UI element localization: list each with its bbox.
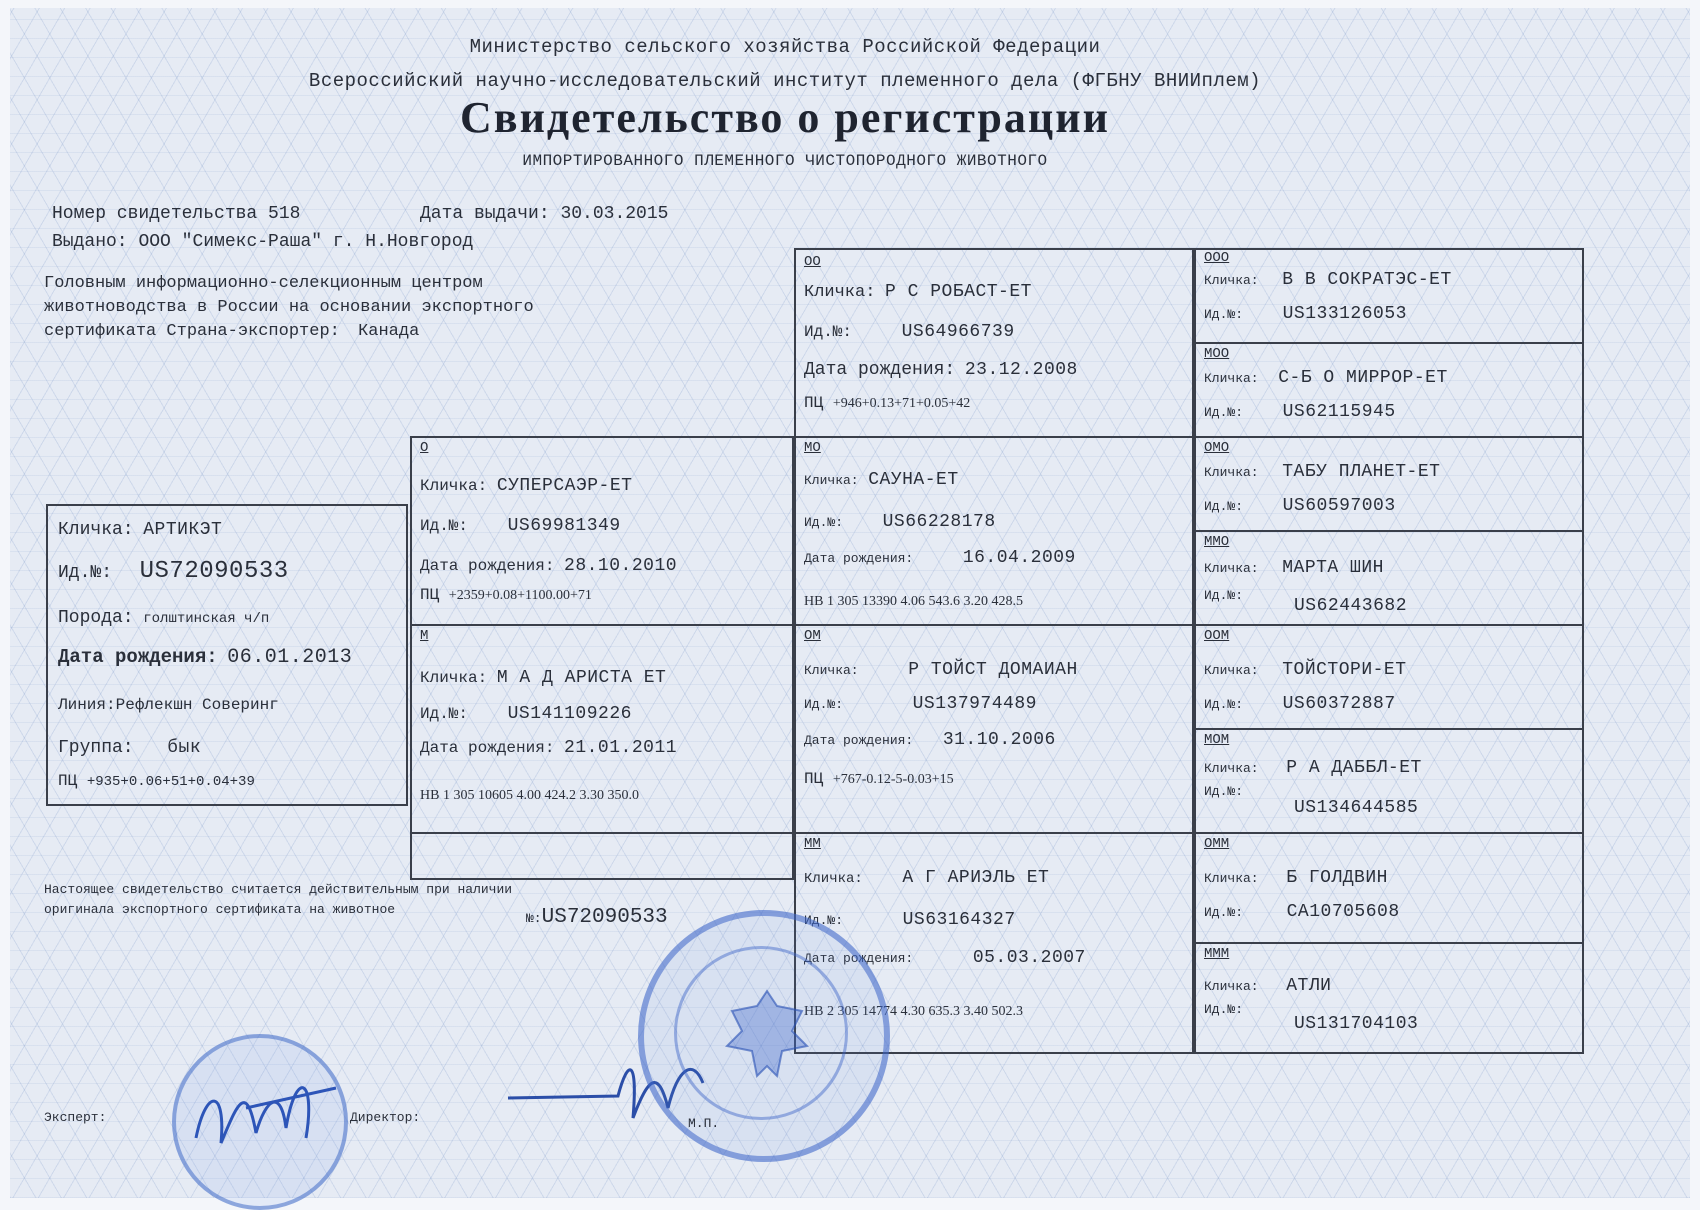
issued-to-row	[52, 232, 473, 252]
cell-code: МО	[804, 440, 821, 456]
pedigree-cell-m	[410, 624, 794, 832]
expert-label: Эксперт:	[44, 1110, 107, 1125]
birth-label: Дата рождения:	[804, 360, 956, 380]
dam-name: М А Д АРИСТА ЕТ	[496, 668, 667, 688]
mm-id: US63164327	[902, 910, 1016, 930]
id-label: Ид.№:	[1204, 905, 1244, 920]
id-label: Ид.№:	[804, 515, 844, 530]
pedigree-cell-mom	[1194, 728, 1584, 832]
issue-date-row	[420, 204, 668, 224]
mmm-id: US131704103	[1294, 1014, 1419, 1034]
mo-hb: НВ 1 305 13390 4.06 543.6 3.20 428.5	[804, 594, 1023, 609]
om-name: Р ТОЙСТ ДОМАИАН	[908, 660, 1078, 680]
omm-id: CA10705608	[1286, 902, 1400, 922]
ministry-heading: Министерство сельского хозяйства Российской Федерации	[469, 36, 1101, 58]
pedigree-cell-omm	[1194, 832, 1584, 942]
name-label: Кличка:	[1204, 371, 1259, 386]
birth-label: Дата рождения:	[804, 551, 914, 566]
animal-number-label: №:	[526, 911, 542, 926]
issue-date-label: Дата выдачи:	[420, 204, 550, 224]
mmm-name: АТЛИ	[1286, 976, 1332, 996]
issued-to: ООО "Симекс-Раша" г. Н.Новгород	[138, 232, 474, 252]
birth-label: Дата рождения:	[804, 951, 914, 966]
animal-breed: голштинская ч/п	[143, 611, 270, 627]
director-label: Директор:	[350, 1110, 421, 1125]
omo-id: US60597003	[1282, 496, 1396, 516]
eagle-emblem-icon	[722, 986, 812, 1086]
om-birth: 31.10.2006	[942, 730, 1056, 750]
cell-code: ОММ	[1204, 836, 1230, 852]
expert-signature	[186, 1048, 346, 1168]
validity-line-1: Настоящее свидетельство считается действительным при наличии	[44, 882, 513, 897]
cell-code: ОМО	[1204, 440, 1230, 456]
mmo-id: US62443682	[1294, 596, 1408, 616]
id-label: Ид.№:	[1204, 307, 1244, 322]
mm-birth: 05.03.2007	[972, 948, 1086, 968]
id-label: Ид.№:	[1204, 697, 1244, 712]
cell-code: МММ	[1204, 946, 1230, 962]
birth-label: Дата рождения:	[804, 733, 914, 748]
animal-box	[46, 504, 408, 806]
sire-id: US69981349	[507, 516, 621, 536]
name-label: Кличка:	[1204, 979, 1259, 994]
mmo-name: МАРТА ШИН	[1282, 558, 1384, 578]
document-title: Свидетельство о регистрации	[460, 93, 1110, 142]
pedigree-cell-mo	[794, 436, 1194, 624]
cell-code: МОМ	[1204, 732, 1230, 748]
name-label: Кличка:	[804, 663, 859, 678]
mom-name: Р А ДАББЛ-ЕТ	[1286, 758, 1422, 778]
id-label: Ид.№:	[1204, 588, 1244, 603]
cell-code: ООМ	[1204, 628, 1230, 644]
id-label: Ид.№:	[1204, 1002, 1244, 1017]
om-pc: +767-0.12-5-0.03+15	[832, 772, 954, 787]
center-line-3: сертификата Страна-экспортер: Канада	[44, 322, 420, 341]
omo-name: ТАБУ ПЛАНЕТ-ЕТ	[1282, 462, 1441, 482]
id-label: Ид.№:	[1204, 784, 1244, 799]
certificate-document	[10, 8, 1690, 1198]
birth-label: Дата рождения:	[420, 557, 555, 575]
ooo-name: В В СОКРАТЭС-ЕТ	[1282, 270, 1452, 290]
pedigree-cell-oo	[794, 248, 1194, 436]
certificate-number: 518	[268, 204, 301, 224]
pedigree-cell-om	[794, 624, 1194, 832]
validity-line-2: оригинала экспортного сертификата на животное	[44, 902, 396, 917]
oom-id: US60372887	[1282, 694, 1396, 714]
dam-hb: НВ 1 305 10605 4.00 424.2 3.30 350.0	[420, 788, 639, 803]
mo-id: US66228178	[882, 512, 996, 532]
name-label: Кличка:	[1204, 273, 1259, 288]
name-label: Кличка:	[804, 473, 859, 488]
moo-name: С-Б О МИРРОР-ЕТ	[1278, 368, 1448, 388]
sire-pc: +2359+0.08+1100.00+71	[448, 588, 592, 603]
official-seal	[638, 910, 890, 1162]
dam-id: US141109226	[507, 704, 632, 724]
animal-breed-label: Порода:	[58, 608, 134, 628]
animal-id: US72090533	[139, 558, 289, 585]
id-label: Ид.№:	[420, 705, 469, 723]
id-label: Ид.№:	[1204, 405, 1244, 420]
name-label: Кличка:	[420, 477, 488, 495]
certificate-number-row	[52, 204, 300, 224]
animal-number: US72090533	[541, 906, 668, 929]
animal-number-row	[526, 906, 668, 929]
pedigree-cell-ooo	[1194, 248, 1584, 342]
dam-birth: 21.01.2011	[564, 738, 678, 758]
institute-heading: Всероссийский научно-исследовательский институт племенного дела (ФГБНУ ВНИИплем)	[308, 70, 1262, 92]
mo-name: САУНА-ЕТ	[868, 470, 959, 490]
oo-name: Р С РОБАСТ-ЕТ	[885, 282, 1032, 302]
sire-birth: 28.10.2010	[564, 556, 678, 576]
sire-name: СУПЕРСАЭР-ЕТ	[496, 476, 633, 496]
cell-code: ММ	[804, 836, 821, 852]
cell-code: ООО	[1204, 250, 1230, 266]
id-label: Ид.№:	[804, 913, 844, 928]
animal-birth-label: Дата рождения:	[58, 646, 218, 668]
seal-place-label: М.П.	[688, 1116, 720, 1131]
animal-name: АРТИКЭТ	[143, 520, 223, 540]
pc-label: ПЦ	[420, 586, 440, 604]
animal-id-label: Ид.№:	[58, 563, 113, 583]
mom-id: US134644585	[1294, 798, 1419, 818]
oo-pc: +946+0.13+71+0.05+42	[832, 396, 971, 411]
center-line-2: животноводства в России на основании экспортного	[44, 298, 534, 317]
om-id: US137974489	[912, 694, 1037, 714]
export-country: Канада	[358, 322, 420, 341]
animal-pc: +935+0.06+51+0.04+39	[86, 774, 255, 790]
animal-birth: 06.01.2013	[227, 646, 353, 669]
name-label: Кличка:	[1204, 561, 1259, 576]
animal-line-label: Линия:	[58, 696, 116, 714]
cell-code: О	[420, 440, 429, 456]
pedigree-cell-moo	[1194, 342, 1584, 436]
id-label: Ид.№:	[804, 323, 853, 341]
cell-code: ОМ	[804, 628, 821, 644]
parents-bottom-line	[410, 832, 794, 834]
animal-line: Рефлекшн Соверинг	[115, 696, 279, 714]
mm-hb: НВ 2 305 14774 4.30 635.3 3.40 502.3	[804, 1004, 1023, 1019]
ooo-id: US133126053	[1282, 304, 1407, 324]
cell-code: ОО	[804, 254, 821, 270]
animal-group: бык	[167, 738, 202, 758]
pedigree-cell-mmm	[1194, 942, 1584, 1054]
name-label: Кличка:	[1204, 871, 1259, 886]
animal-pc-label: ПЦ	[58, 772, 78, 790]
pedigree-cell-oom	[1194, 624, 1584, 728]
moo-id: US62115945	[1282, 402, 1396, 422]
cell-code: МОО	[1204, 346, 1230, 362]
center-line-1: Головным информационно-селекционным центром	[44, 274, 483, 293]
cell-code: М	[420, 628, 429, 644]
name-label: Кличка:	[1204, 663, 1259, 678]
pedigree-cell-omo	[1194, 436, 1584, 530]
issue-date: 30.03.2015	[560, 204, 669, 224]
animal-name-label: Кличка:	[58, 520, 134, 540]
pedigree-cell-o	[410, 436, 794, 624]
mm-name: А Г АРИЭЛЬ ЕТ	[902, 868, 1050, 888]
id-label: Ид.№:	[1204, 499, 1244, 514]
id-label: Ид.№:	[804, 697, 844, 712]
omm-name: Б ГОЛДВИН	[1286, 868, 1388, 888]
certificate-number-label: Номер свидетельства	[52, 204, 258, 224]
mo-birth: 16.04.2009	[962, 548, 1076, 568]
name-label: Кличка:	[1204, 465, 1259, 480]
pc-label: ПЦ	[804, 394, 824, 412]
pedigree-cell-mmo	[1194, 530, 1584, 624]
oom-name: ТОЙСТОРИ-ЕТ	[1282, 660, 1407, 680]
oo-id: US64966739	[901, 322, 1015, 342]
name-label: Кличка:	[1204, 761, 1259, 776]
name-label: Кличка:	[804, 871, 863, 887]
birth-label: Дата рождения:	[420, 739, 555, 757]
name-label: Кличка:	[804, 283, 876, 302]
oo-birth: 23.12.2008	[964, 360, 1078, 380]
issued-to-label: Выдано:	[52, 232, 128, 252]
animal-group-label: Группа:	[58, 738, 134, 758]
id-label: Ид.№:	[420, 517, 469, 535]
pc-label: ПЦ	[804, 770, 824, 788]
cell-code: ММО	[1204, 534, 1230, 550]
document-subtitle: ИМПОРТИРОВАННОГО ПЛЕМЕННОГО ЧИСТОПОРОДНОГО ЖИВОТНОГО	[522, 152, 1048, 170]
name-label: Кличка:	[420, 669, 488, 687]
